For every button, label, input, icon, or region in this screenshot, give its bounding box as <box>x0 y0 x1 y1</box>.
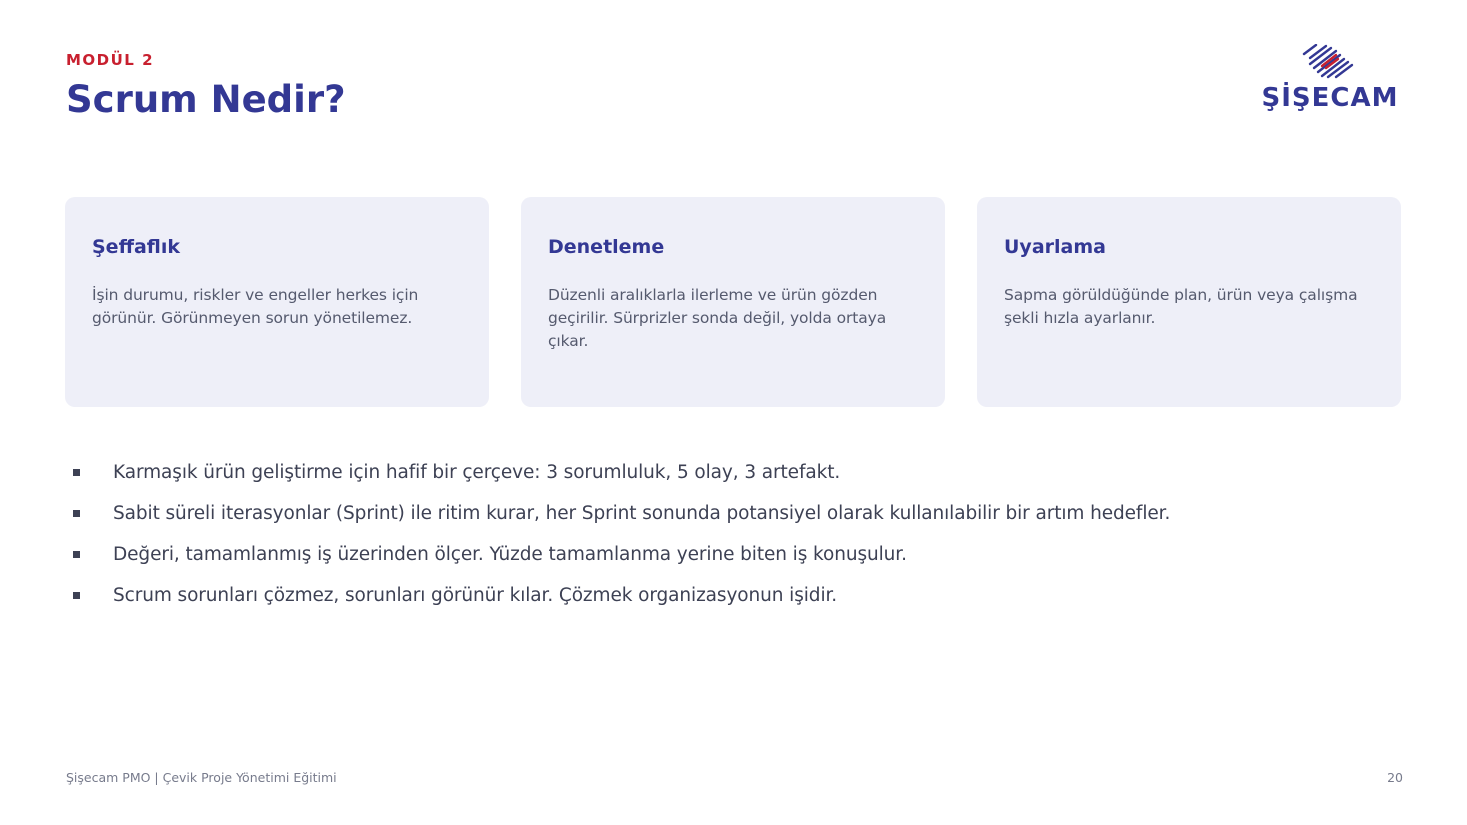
card-title: Denetleme <box>548 236 665 258</box>
list-item <box>73 493 1170 534</box>
list-item <box>73 575 1170 616</box>
bullet-marker-icon <box>73 469 80 476</box>
card-text: Düzenli aralıklarla ilerleme ve ürün gözden geçirilir. Sürprizler sonda değil, yolda ortaya çıkar. <box>548 286 887 350</box>
page-number: 20 <box>1387 770 1403 785</box>
bullet-marker-icon <box>73 551 80 558</box>
list-item <box>73 534 1170 575</box>
card-text: Sapma görüldüğünde plan, ürün veya çalışma şekli hızla ayarlanır. <box>1004 286 1358 327</box>
principles-cards <box>65 197 1401 407</box>
logo-wordmark: ŞİŞECAM <box>1261 83 1399 113</box>
bullet-list <box>73 452 1170 616</box>
footer-text: Şişecam PMO | Çevik Proje Yönetimi Eğitimi <box>66 770 337 785</box>
bullet-text: Karmaşık ürün geliştirme için hafif bir çerçeve: 3 sorumluluk, 5 olay, 3 artefakt. <box>113 462 841 483</box>
sisecam-logo <box>1256 44 1404 114</box>
card-title: Şeffaflık <box>92 236 181 258</box>
bullet-marker-icon <box>73 592 80 599</box>
bullet-text: Scrum sorunları çözmez, sorunları görünür kılar. Çözmek organizasyonun işidir. <box>113 585 838 606</box>
page-title: Scrum Nedir? <box>66 78 346 121</box>
bullet-marker-icon <box>73 510 80 517</box>
logo-mark-icon <box>1304 45 1352 77</box>
card-transparency <box>65 197 489 407</box>
bullet-text: Sabit süreli iterasyonlar (Sprint) ile ritim kurar, her Sprint sonunda potansiyel olarak kullanılabilir bir artım hedefler. <box>113 503 1171 524</box>
module-label: MODÜL 2 <box>66 51 155 69</box>
bullet-text: Değeri, tamamlanmış iş üzerinden ölçer. Yüzde tamamlanma yerine biten iş konuşulur. <box>113 544 907 565</box>
card-title: Uyarlama <box>1004 236 1106 258</box>
card-inspection <box>521 197 945 407</box>
list-item <box>73 452 1170 493</box>
card-text: İşin durumu, riskler ve engeller herkes için görünür. Görünmeyen sorun yönetilemez. <box>92 286 419 327</box>
card-adaptation <box>977 197 1401 407</box>
